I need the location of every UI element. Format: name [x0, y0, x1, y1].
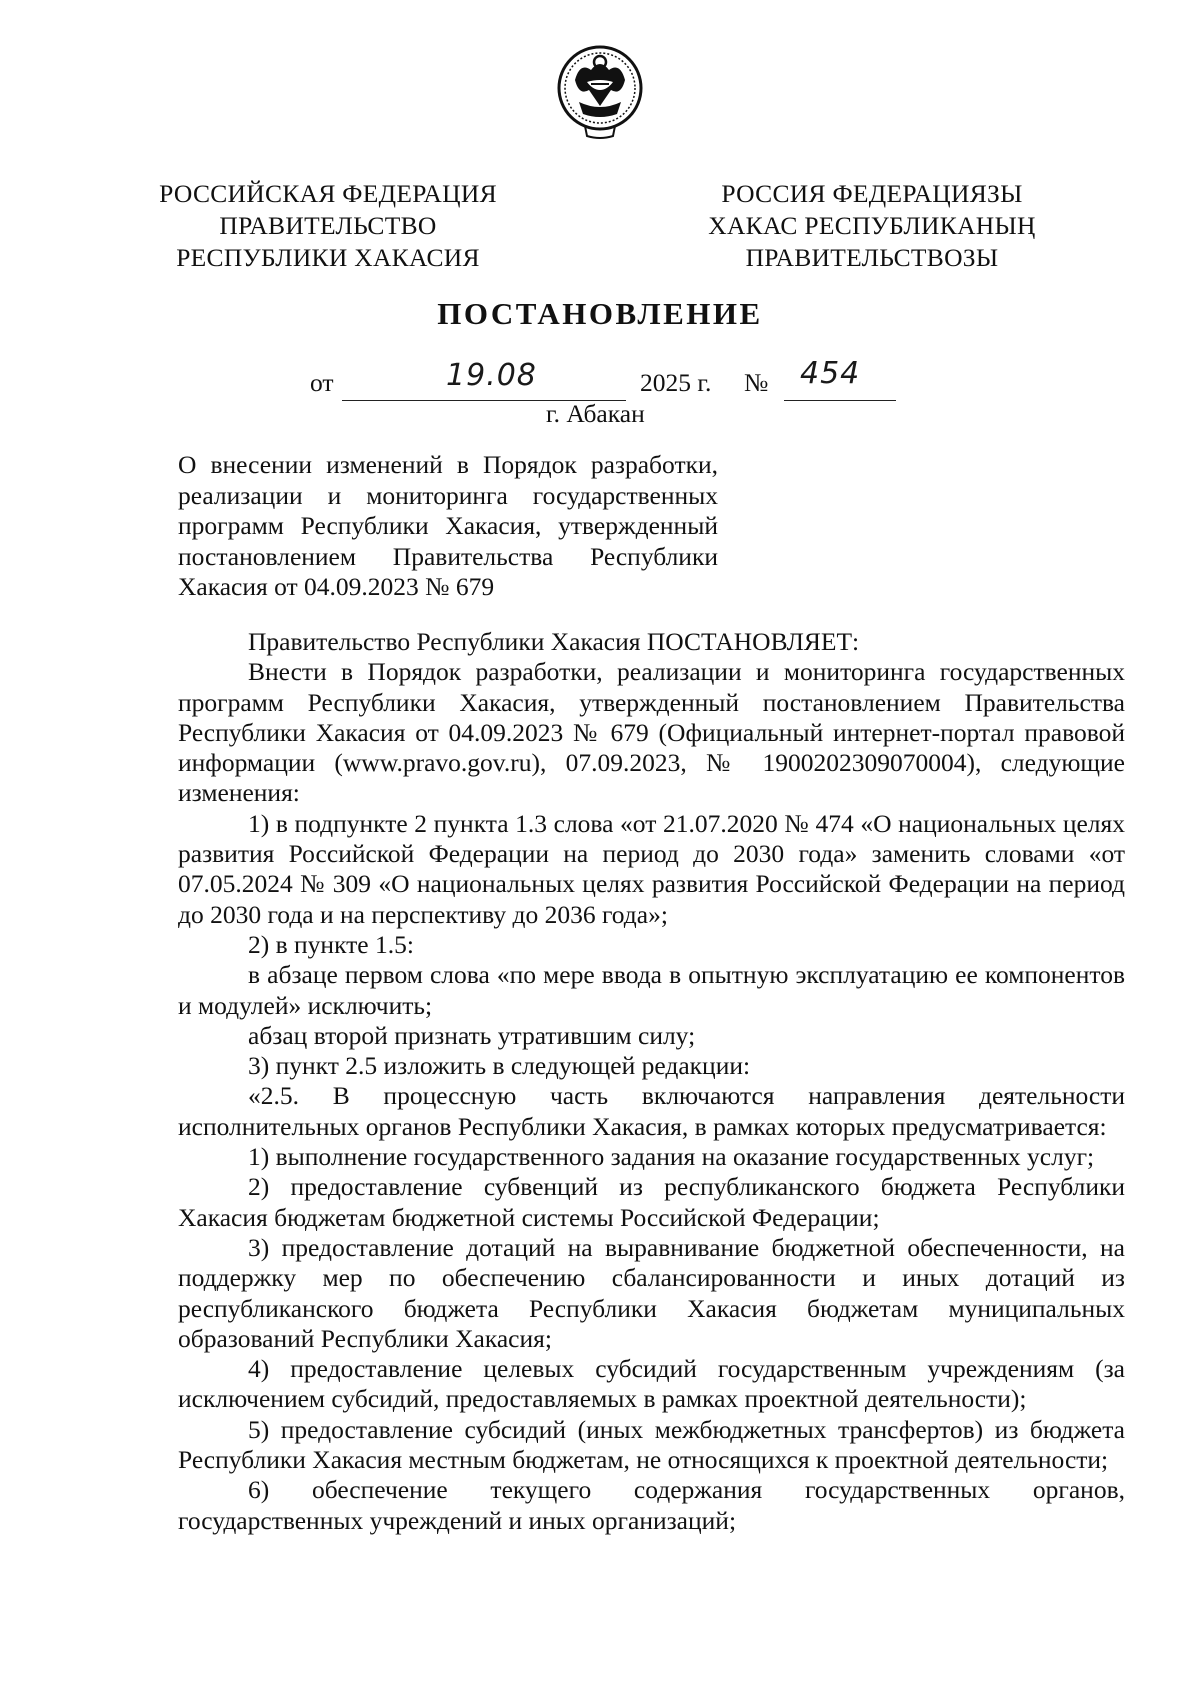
- body-paragraph: Правительство Республики Хакасия ПОСТАНОВЛЯЕТ:: [248, 627, 860, 656]
- year-label: 2025 г.: [640, 368, 712, 397]
- header-right-line: ХАКАС РЕСПУБЛИКАНЫҢ: [708, 211, 1036, 240]
- date-from-label: от: [310, 368, 334, 397]
- body-paragraph: 2) предоставление субвенций из республиканского бюджета Республики Хакасия бюджетам бюджетной системы Российской Федерации;: [178, 1172, 1125, 1232]
- body-paragraph: 2) в пункте 1.5:: [248, 929, 414, 959]
- header-left-line: РОССИЙСКАЯ ФЕДЕРАЦИЯ: [159, 179, 497, 208]
- body-paragraph: 5) предоставление субсидий (иных межбюджетных трансфертов) из бюджета Республики Хакасия местным бюджетам, не относящихся к проектной деятельности;: [178, 1414, 1125, 1475]
- body-paragraph: 1) в подпункте 2 пункта 1.3 слова «от 21.07.2020 № 474 «О национальных целях развития Российской Федерации на период до 2030 года» заменить словами «от 07.05.2024 № 309 «О национальных целях развития Российской Федерации на период до 2030 года и на перспективу до 2036 года»;: [178, 808, 1125, 929]
- body-paragraph: 6) обеспечение текущего содержания государственных органов, государственных учреждений и иных организаций;: [178, 1475, 1125, 1535]
- header-right-line: ПРАВИТЕЛЬСТВОЗЫ: [745, 243, 999, 272]
- body-paragraph: 1) выполнение государственного задания на оказание государственных услуг;: [248, 1142, 1095, 1172]
- header-left-line: ПРАВИТЕЛЬСТВО: [219, 211, 437, 240]
- handwritten-date: 19.08: [446, 358, 537, 393]
- header-right-block: [688, 178, 1056, 274]
- document-body: [178, 627, 1125, 1536]
- handwritten-number: 454: [800, 356, 861, 391]
- header-right-line: РОССИЯ ФЕДЕРАЦИЯЗЫ: [721, 179, 1023, 208]
- body-paragraph: 3) предоставление дотаций на выравнивание бюджетной обеспеченности, на поддержку мер по обеспечению сбалансированности и иных дотаций из республиканского бюджета Республики Хакасия бюджетам муниципальных образований Республики Хакасия;: [178, 1232, 1125, 1353]
- number-underline: [784, 400, 896, 401]
- document-title: ПОСТАНОВЛЕНИЕ: [437, 296, 763, 331]
- header-left-line: РЕСПУБЛИКИ ХАКАСИЯ: [176, 243, 480, 272]
- number-label: №: [744, 368, 769, 397]
- body-paragraph: абзац второй признать утратившим силу;: [248, 1020, 696, 1050]
- coat-of-arms-icon: [555, 40, 645, 144]
- body-paragraph: 3) пункт 2.5 изложить в следующей редакции:: [248, 1051, 751, 1081]
- body-paragraph: Внести в Порядок разработки, реализации и мониторинга государственных программ Республики Хакасия, утвержденный постановлением Правительства Республики Хакасия от 04.09.2023 № 679 (Официальный интернет-портал правовой информации (www.pravo.gov.ru), 07.09.2023, № 1900202309070004), следующие изменения:: [178, 657, 1125, 808]
- header-left-block: [152, 178, 504, 274]
- city-label: г. Абакан: [546, 399, 645, 428]
- body-paragraph: 4) предоставление целевых субсидий государственным учреждениям (за исключением субсидий, предоставляемых в рамках проектной деятельности);: [178, 1354, 1125, 1414]
- body-paragraph: в абзаце первом слова «по мере ввода в опытную эксплуатацию ее компонентов и модулей» исключить;: [178, 960, 1125, 1020]
- body-paragraph: «2.5. В процессную часть включаются направления деятельности исполнительных органов Республики Хакасия, в рамках которых предусматривается:: [178, 1081, 1125, 1141]
- document-subject: [178, 450, 718, 603]
- subject-text: О внесении изменений в Порядок разработки, реализации и мониторинга государственных программ Республики Хакасия, утвержденный постановлением Правительства Республики Хакасия от 04.09.2023 № 679: [178, 450, 718, 601]
